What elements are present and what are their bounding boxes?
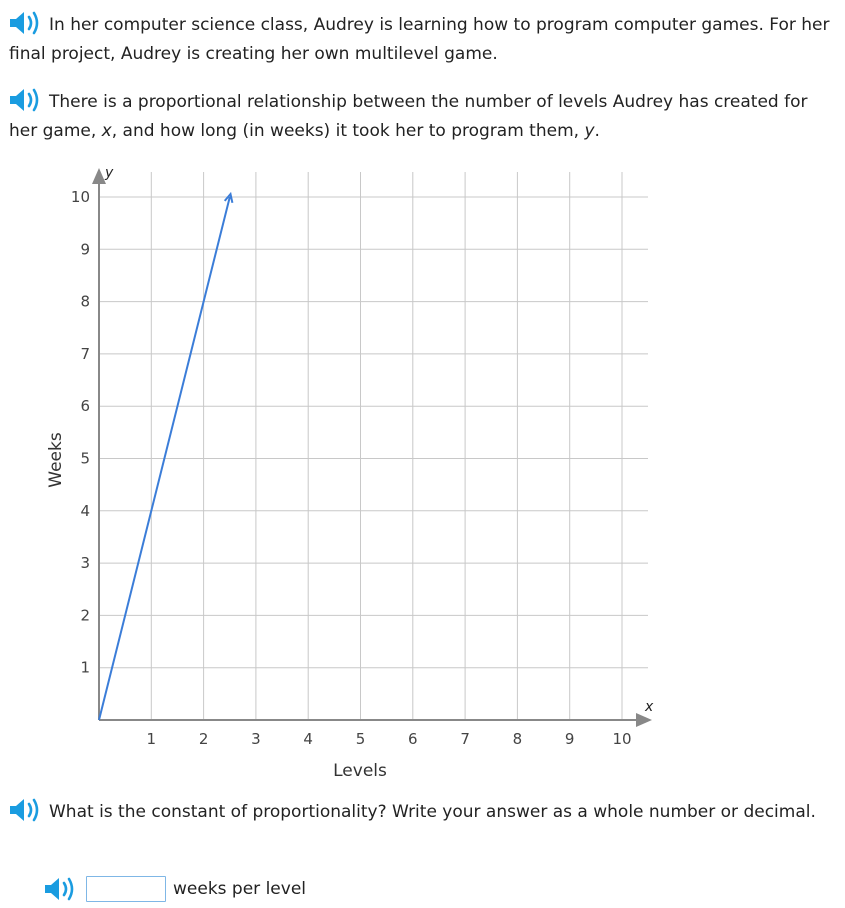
intro-paragraph (9, 11, 841, 69)
x-tick-label: 2 (198, 730, 209, 748)
variable-y: y (584, 121, 595, 141)
variable-x: x (101, 121, 112, 141)
speaker-icon[interactable] (9, 88, 43, 112)
speaker-icon[interactable] (9, 11, 43, 35)
question-text: What is the constant of proportionality? Write your answer as a whole number or decimal. (49, 802, 816, 822)
grid (99, 172, 648, 720)
y-tick-label: 6 (80, 397, 90, 416)
series (99, 194, 232, 720)
answer-input[interactable] (86, 876, 166, 902)
x-tick-label: 8 (512, 730, 523, 748)
y-tick-label: 7 (80, 344, 90, 363)
y-tick-label: 3 (80, 554, 90, 573)
intro-text: In her computer science class, Audrey is learning how to program computer games. For her final project, Audrey is creating her own multilevel game. (9, 15, 830, 64)
relationship-text-b: , and how long (in weeks) it took her to program them, (111, 121, 585, 141)
x-tick-label: 5 (355, 730, 366, 748)
axes (92, 168, 652, 727)
y-tick-label: 9 (80, 240, 90, 259)
answer-unit-label: weeks per level (173, 879, 306, 899)
question-paragraph (9, 798, 841, 827)
y-tick-label: 8 (80, 292, 90, 311)
y-tick-label: 4 (80, 501, 90, 520)
speaker-icon[interactable] (9, 798, 43, 822)
x-tick-label: 4 (303, 730, 313, 748)
levels-weeks-graph (0, 160, 700, 785)
x-tick-label: 1 (146, 730, 157, 748)
y-tick-label: 5 (80, 449, 90, 468)
speaker-icon[interactable] (44, 877, 78, 901)
y-tick-label: 2 (80, 606, 90, 625)
x-tick-label: 10 (612, 730, 632, 748)
y-axis-title: Weeks (46, 432, 66, 488)
x-tick-label: 9 (564, 730, 575, 748)
answer-row (44, 874, 306, 904)
x-tick-label: 6 (408, 730, 418, 748)
x-axis-title: Levels (333, 761, 387, 781)
x-tick-label: 7 (460, 730, 470, 748)
tick-labels (71, 188, 632, 748)
x-axis-arrow-icon (636, 713, 652, 727)
y-tick-label: 1 (80, 658, 90, 677)
relationship-text-c: . (594, 121, 600, 141)
x-tick-label: 3 (251, 730, 261, 748)
y-tick-label: 10 (70, 188, 90, 206)
y-axis-arrow-icon (92, 168, 106, 184)
y-axis-letter: y (105, 165, 114, 181)
relationship-text-a: There is a proportional relationship between the number of levels Audrey has created for her game, (9, 92, 808, 141)
relationship-paragraph (9, 88, 841, 146)
x-axis-letter: x (645, 699, 654, 715)
